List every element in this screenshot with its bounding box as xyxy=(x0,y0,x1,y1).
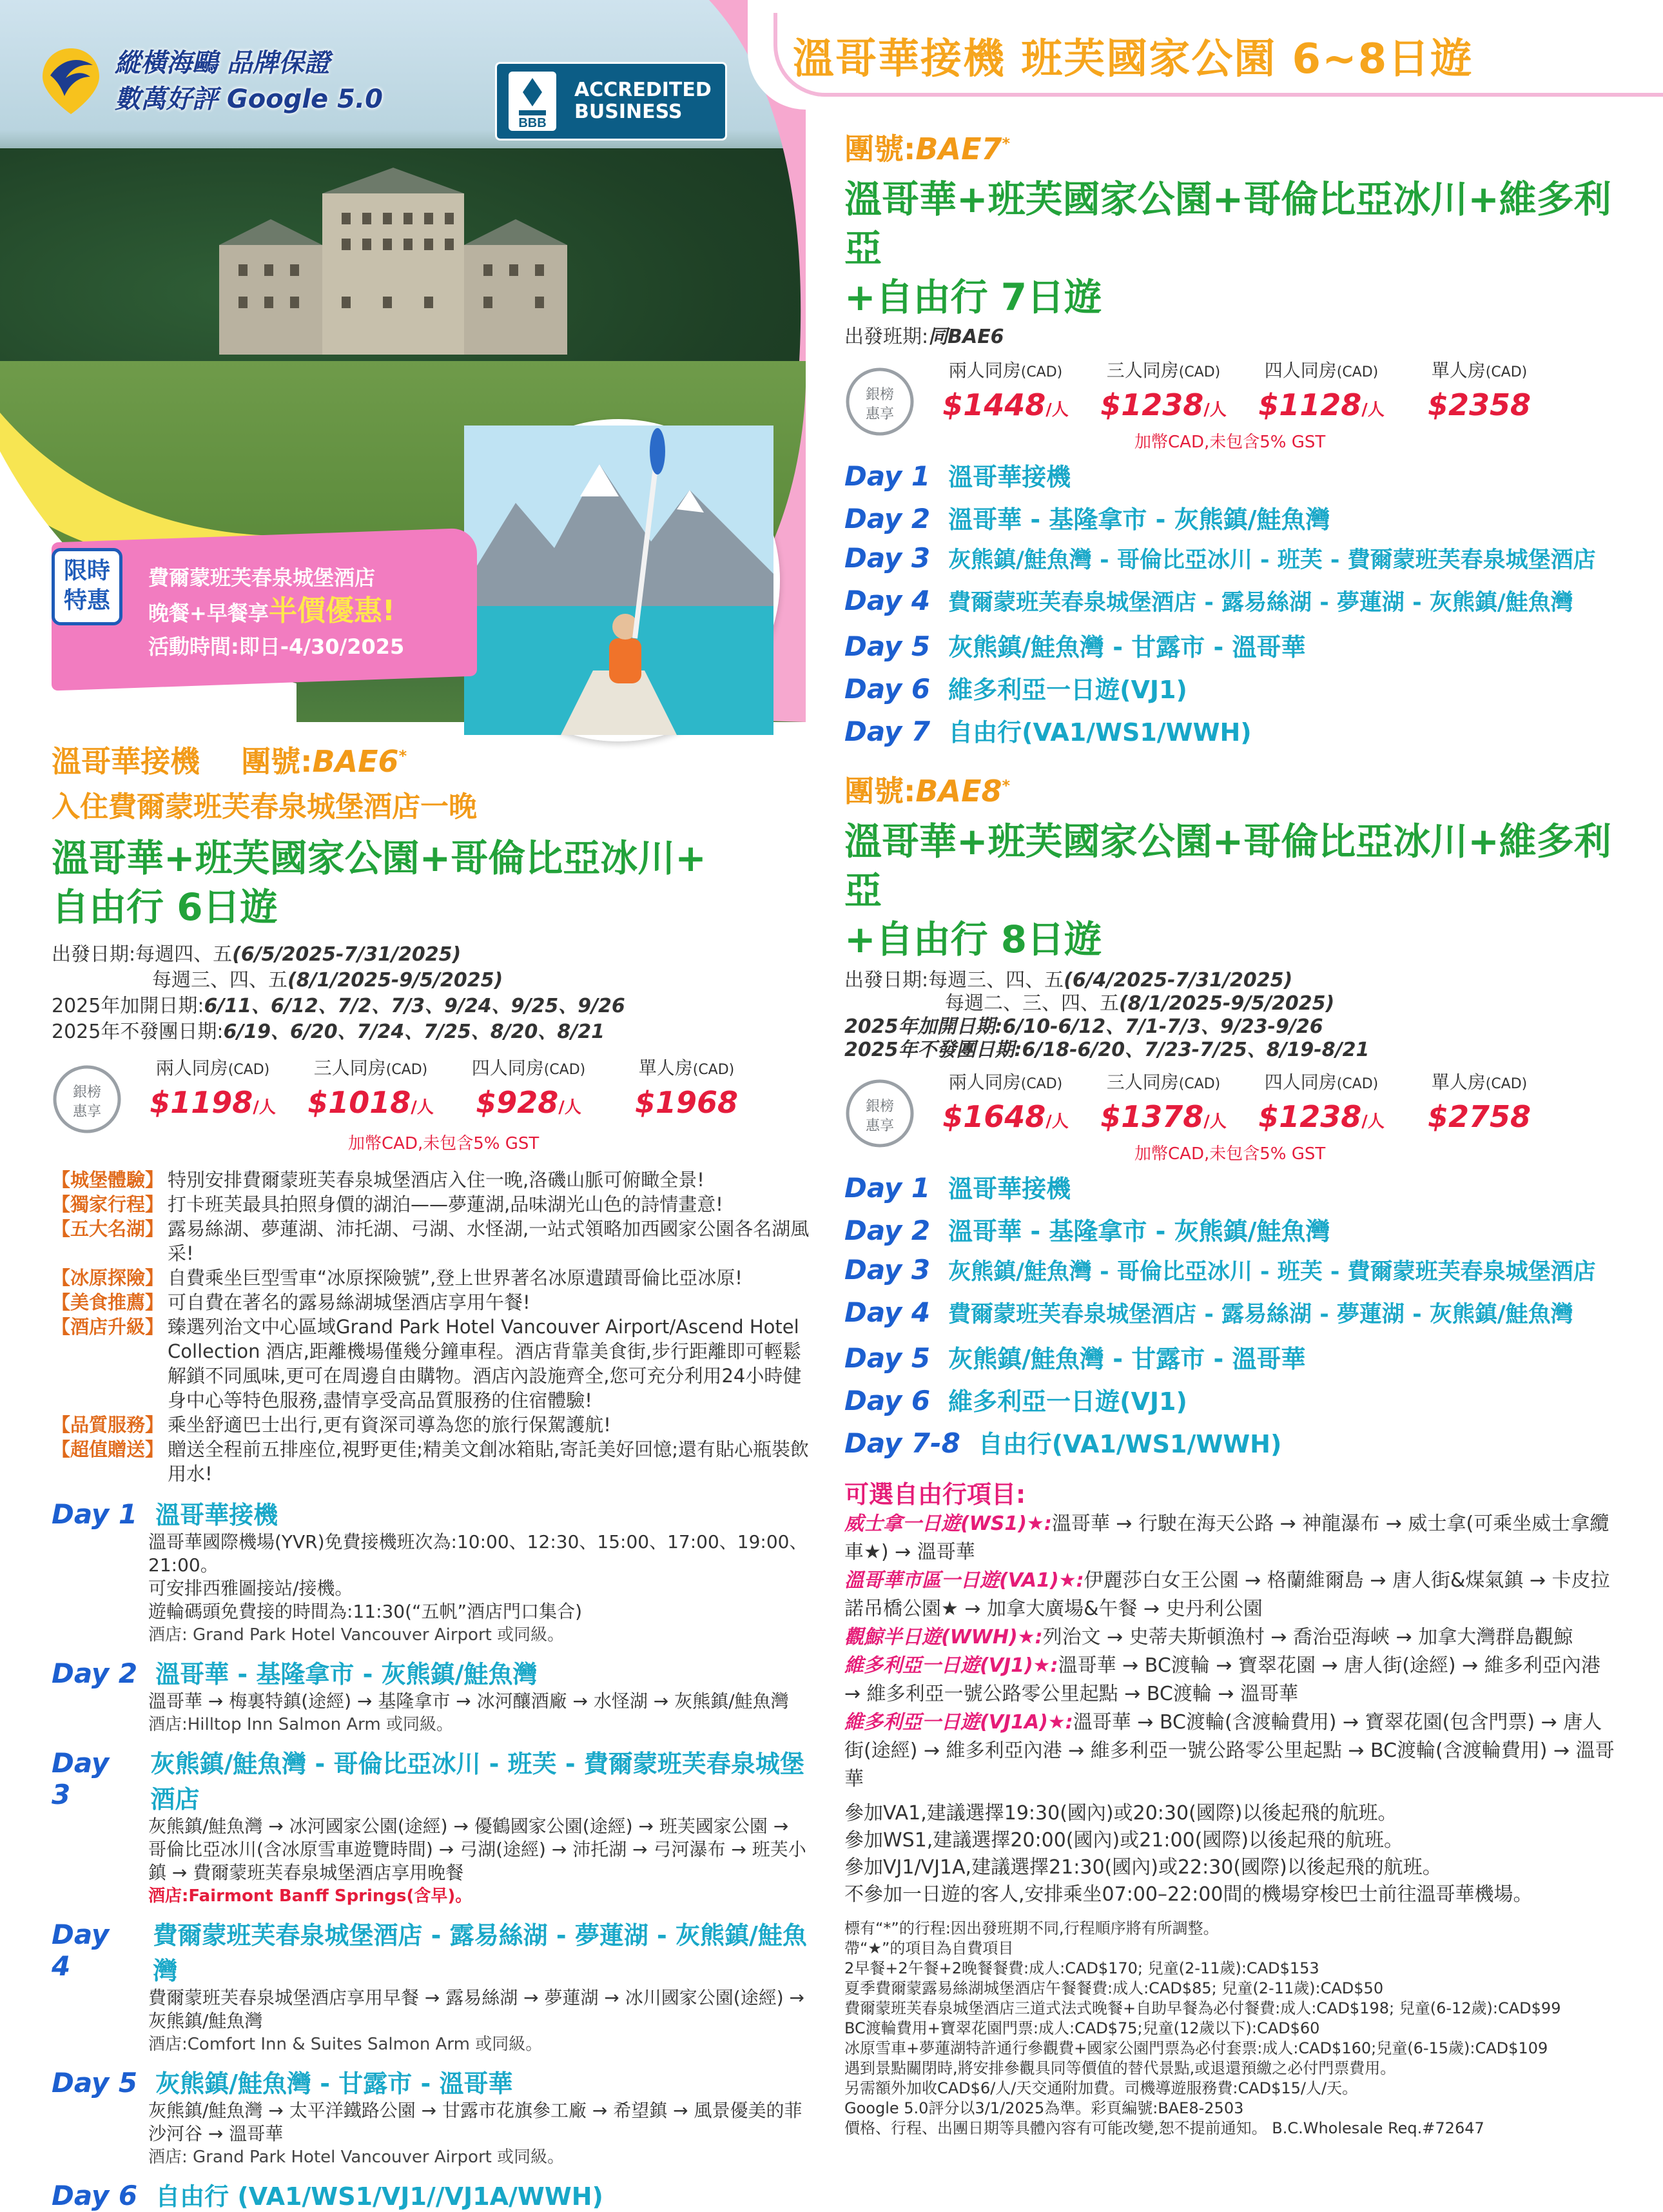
bae6-dep1-days: 每週四、五 xyxy=(135,943,233,966)
bae6-code: BAE6 xyxy=(312,744,399,779)
bae8-add-dates: 2025年加開日期:6/10-6/12、7/1-7/3、9/23-9/26 xyxy=(844,1015,1323,1038)
per-person: /人 xyxy=(558,1098,581,1117)
bae6-price-triple xyxy=(293,1054,448,1120)
price-header-double: 兩人同房 xyxy=(155,1057,228,1079)
bbb-mark: BBB xyxy=(518,116,547,130)
bae6-price-triple-value: $1018 xyxy=(307,1085,411,1120)
bae6-price-quad-value: $928 xyxy=(476,1085,559,1120)
bae6-price-quad xyxy=(451,1054,606,1120)
day-heading: Day 6 維多利亞一日遊(VJ1) xyxy=(844,1385,1187,1416)
bae6-title-2: 自由行 6日遊 xyxy=(52,885,278,929)
bae8-price-double: 兩人同房(CAD) $1648/人 xyxy=(942,1072,1069,1134)
medal-line-2: 惠享 xyxy=(865,1118,895,1134)
bae7-price-quad: 四人同房(CAD) $1128/人 xyxy=(1258,360,1385,422)
bae6-add-label: 2025年加開日期: xyxy=(52,995,204,1017)
bae6-no-dates: 6/19、6/20、7/24、7/25、8/20、8/21 xyxy=(223,1021,605,1043)
per-person: /人 xyxy=(253,1098,276,1117)
highlight-item: 【超值贈送】 贈送全程前五排座位,視野更佳;精美文創冰箱貼,寄託美好回憶;還有貼心瓶裝飲用水! xyxy=(52,1438,809,1485)
bae7-itinerary xyxy=(844,457,1618,755)
highlight-item: 【品質服務】 乘坐舒適巴士出行,更有資深司導為您的旅行保駕護航! xyxy=(52,1414,611,1436)
bae6-price-single xyxy=(609,1054,764,1120)
cad-unit: (CAD) xyxy=(692,1062,735,1078)
limited-offer-badge xyxy=(52,548,122,625)
bae6-dep2-range: (8/1/2025-9/5/2025) xyxy=(287,969,503,992)
day-heading: Day 7 自由行(VA1/WS1/WWH) xyxy=(844,716,1252,747)
day-heading: Day 1 溫哥華接機 xyxy=(52,1498,278,1530)
day-heading: Day 5 灰熊鎮/鮭魚灣 - 甘露市 - 溫哥華 xyxy=(844,1342,1306,1374)
bae6-price-single-value: $1968 xyxy=(634,1085,739,1120)
silver-medal-icon xyxy=(844,362,915,439)
day-heading: Day 4 費爾蒙班芙春泉城堡酒店 - 露易絲湖 - 夢蓮湖 - 灰熊鎮/鮭魚灣 xyxy=(844,1297,1573,1328)
bae7-price-table xyxy=(844,357,1618,466)
bae6-price-table xyxy=(52,1054,812,1164)
star-note: 標有“*”的行程:因出發班期不同,行程順序將有所調整。 xyxy=(844,1919,1219,1937)
bae7-code-line: 團號:BAE7* xyxy=(844,132,1011,166)
bae6-add-dates: 6/11、6/12、7/2、7/3、9/24、9/25、9/26 xyxy=(204,995,625,1017)
day-detail: 費爾蒙班芙春泉城堡酒店享用早餐 → 露易絲湖 → 夢蓮湖 → 冰川國家公園(途經) → 灰熊鎮/鮭魚灣 酒店:Comfort Inn & Suites Salmon Arm 或同級。 xyxy=(52,1986,812,2056)
bae8-price-quad: 四人同房(CAD) $1238/人 xyxy=(1258,1072,1385,1134)
bae8-code: BAE8 xyxy=(915,774,1002,808)
bbb-line-2: BUSINESS xyxy=(574,101,683,123)
medal-line-1: 銀榜 xyxy=(72,1084,102,1101)
optional-tours xyxy=(844,1474,1618,1908)
bae7-price-triple-value: $1238 xyxy=(1100,387,1204,422)
day-detail: 溫哥華國際機場(YVR)免費接機班次為:10:00、12:30、15:00、17:00、19:00、21:00。 可安排西雅圖接站/接機。 遊輪碼頭免費接的時間為:11:30(“五帆”酒店門口集合) 酒店: Grand Park Hotel Vancouver Airport 或同級。 xyxy=(52,1531,812,1647)
promo-meal: 晚餐+早餐享 xyxy=(148,601,269,625)
medal-line-1: 銀榜 xyxy=(865,387,895,403)
bae6-itinerary xyxy=(52,1495,812,2212)
medal-line-2: 惠享 xyxy=(72,1104,102,1120)
canoe-lake-photo xyxy=(458,419,780,741)
page-title: 溫哥華接機 班芙國家公園 6~8日遊 xyxy=(793,35,1473,83)
day-heading: Day 5 灰熊鎮/鮭魚灣 - 甘露市 - 溫哥華 xyxy=(52,2067,513,2099)
day-heading: Day 3 灰熊鎮/鮭魚灣 - 哥倫比亞冰川 - 班芙 - 費爾蒙班芙春泉城堡酒店 xyxy=(52,1747,804,1814)
day-heading: Day 2 溫哥華 - 基隆拿市 - 灰熊鎮/鮭魚灣 xyxy=(844,503,1330,534)
cad-unit: (CAD) xyxy=(228,1062,270,1078)
bae8-price-table xyxy=(844,1068,1618,1178)
day-heading: Day 4 費爾蒙班芙春泉城堡酒店 - 露易絲湖 - 夢蓮湖 - 灰熊鎮/鮭魚灣 xyxy=(844,585,1573,616)
bae7-title-1: 溫哥華+班芙國家公園+哥倫比亞冰川+維多利亞 xyxy=(844,177,1611,270)
hotel-line: 酒店: Grand Park Hotel Vancouver Airport 或同級。 xyxy=(148,1625,565,1645)
page-title-banner xyxy=(748,0,1644,110)
right-column xyxy=(844,126,1618,2139)
day-detail: 灰熊鎮/鮭魚灣 → 太平洋鐵路公園 → 甘露市花旗參工廠 → 希望鎮 → 風景優美的菲沙河谷 → 溫哥華 酒店: Grand Park Hotel Vancouver Airport 或同級。 xyxy=(52,2099,812,2169)
hotel-line: 酒店: Grand Park Hotel Vancouver Airport 或同級。 xyxy=(148,2148,565,2167)
bae8-departures: 出發日期:每週三、四、五(6/4/2025-7/31/2025) 每週二、三、四、五(8/1/2025-9/5/2025) 2025年加開日期:6/10-6/12、7/1-7/3、9/23-9/26 2025年不發團日期:6/18-6/20、7/23-7/25、8/19-8/21 xyxy=(844,969,1370,1061)
bae7-price-single: 單人房(CAD) $2358 xyxy=(1427,360,1532,422)
bae6-price-double xyxy=(135,1054,290,1120)
bae7-section xyxy=(844,126,1618,755)
day-heading: Day 6 自由行 (VA1/WS1/VJ1//VJ1A/WWH) xyxy=(52,2180,603,2211)
bae6-highlights xyxy=(52,1168,812,1486)
bbb-accredited-badge xyxy=(495,62,727,141)
bae6-mark: * xyxy=(398,747,407,765)
day-heading: Day 4 費爾蒙班芙春泉城堡酒店 - 露易絲湖 - 夢蓮湖 - 灰熊鎮/鮭魚灣 xyxy=(52,1919,807,1985)
promo-hotel: 費爾蒙班芙春泉城堡酒店 xyxy=(148,565,376,590)
bae7-title-2: +自由行 7日遊 xyxy=(844,275,1102,319)
bae6-code-line xyxy=(52,738,812,781)
hero-photo-area xyxy=(0,0,806,722)
optional-item: 維多利亞一日遊(VJ1)★:溫哥華 → BC渡輪 → 寶翠花園 → 唐人街(途經) → 維多利亞內港 → 維多利亞一號公路零公里起點 → BC渡輪 → 溫哥華 xyxy=(844,1654,1600,1705)
optional-item: 溫哥華市區一日遊(VA1)★:伊麗莎白女王公園 → 格蘭維爾島 → 唐人街&煤氣鎮 → 卡皮拉諾吊橋公園★ → 加拿大廣場&午餐 → 史丹利公園 xyxy=(844,1569,1610,1620)
bae6-section xyxy=(52,738,812,2212)
highlight-item: 【酒店升級】 臻選列治文中心區域Grand Park Hotel Vancouver Airport/Ascend Hotel Collection 酒店,距離機場僅幾分鐘車程。酒店背靠美食街,步行距離即可輕鬆解鎖不同風味,更可在周邊自由購物。酒店內設施齊全,您可充分利用24小時健身中心等特色服務,盡情享受高品質服務的住宿體驗! xyxy=(52,1316,802,1411)
medal-line-1: 銀榜 xyxy=(865,1099,895,1115)
optional-title: 可選自由行項目: xyxy=(844,1480,1026,1509)
bae6-dep1-range: (6/5/2025-7/31/2025) xyxy=(232,943,462,966)
bae8-price-double-value: $1648 xyxy=(942,1099,1046,1134)
bae8-itinerary xyxy=(844,1169,1618,1467)
bae8-price-single: 單人房(CAD) $2758 xyxy=(1427,1072,1532,1134)
limited-offer-banner xyxy=(52,535,477,690)
price-header-quad: 四人同房 xyxy=(471,1057,544,1079)
day-detail: 溫哥華 → 梅裏特鎮(途經) → 基隆拿市 → 冰河釀酒廠 → 水怪湖 → 灰熊鎮/鮭魚灣 酒店:Hilltop Inn Salmon Arm 或同級。 xyxy=(52,1690,812,1736)
bae7-price-double: 兩人同房(CAD) $1448/人 xyxy=(942,360,1069,422)
bae8-price-single-value: $2758 xyxy=(1427,1099,1532,1134)
bae7-price-note: 加幣CAD,未包含5% GST xyxy=(1134,433,1326,452)
bae8-section xyxy=(844,768,1618,1467)
price-header-triple: 三人同房 xyxy=(313,1057,386,1079)
bbb-line-1: ACCREDITED xyxy=(574,79,712,101)
day-heading: Day 5 灰熊鎮/鮭魚灣 - 甘露市 - 溫哥華 xyxy=(844,631,1306,662)
bae6-price-double-value: $1198 xyxy=(150,1085,253,1120)
bae6-subtitle: 入住費爾蒙班芙春泉城堡酒店一晚 xyxy=(52,790,477,823)
bae6-price-note: 加幣CAD,未包含5% GST xyxy=(348,1134,540,1153)
badge-line-2: 特惠 xyxy=(63,587,110,614)
bae8-title-1: 溫哥華+班芙國家公園+哥倫比亞冰川+維多利亞 xyxy=(844,819,1611,912)
bae8-code-line: 團號:BAE8* xyxy=(844,774,1011,808)
flight-advice: 參加VA1,建議選擇19:30(國內)或20:30(國際)以後起飛的航班。 參加WS1,建議選擇20:00(國內)或21:00(國際)以後起飛的航班。 參加VJ1/VJ1A,建議選擇21:30(國內)或22:30(國際)以後起飛的航班。 不參加一日遊的客人,安排乘坐07:00–22:00間的機場穿梭巴士前往溫哥華機場。 xyxy=(844,1802,1533,1906)
highlight-item: 【美食推薦】 可自費在著名的露易絲湖城堡酒店享用午餐! xyxy=(52,1291,530,1313)
bae7-price-single-value: $2358 xyxy=(1427,387,1532,422)
highlight-item: 【獨家行程】 打卡班芙最具拍照身價的湖泊——夢蓮湖,品味湖光山色的詩情畫意! xyxy=(52,1193,723,1215)
optional-item: 維多利亞一日遊(VJ1A)★:溫哥華 → BC渡輪(含渡輪費用) → 寶翠花園(包含門票) → 唐人街(途經) → 維多利亞內港 → 維多利亞一號公路零公里起點 → BC渡輪(含渡輪費用) → 溫哥華 xyxy=(844,1711,1615,1790)
day-heading: Day 1 溫哥華接機 xyxy=(844,1172,1071,1204)
medal-line-2: 惠享 xyxy=(865,406,895,422)
day-heading: Day 2 溫哥華 - 基隆拿市 - 灰熊鎮/鮭魚灣 xyxy=(52,1658,538,1689)
price-header-single: 單人房 xyxy=(638,1057,693,1079)
silver-medal-icon xyxy=(844,1073,915,1151)
promo-period: 活動時間:即日-4/30/2025 xyxy=(148,634,405,659)
bae6-prefix: 溫哥華接機 xyxy=(52,744,200,779)
bae7-price-triple: 三人同房(CAD) $1238/人 xyxy=(1100,360,1227,422)
cad-unit: (CAD) xyxy=(543,1062,586,1078)
cad-unit: (CAD) xyxy=(385,1062,428,1078)
hotel-line: 酒店:Comfort Inn & Suites Salmon Arm 或同級。 xyxy=(148,2035,543,2054)
optional-item: 威士拿一日遊(WS1)★:溫哥華 → 行駛在海天公路 → 神龍瀑布 → 威士拿(可乘坐威士拿纜車★) → 溫哥華 xyxy=(844,1512,1610,1563)
bae8-price-note: 加幣CAD,未包含5% GST xyxy=(1134,1144,1326,1164)
bae8-price-quad-value: $1238 xyxy=(1258,1099,1362,1134)
bae6-dep2-days: 每週三、四、五 xyxy=(152,969,287,992)
highlight-item: 【五大名湖】 露易絲湖、夢蓮湖、沛托湖、弓湖、水怪湖,一站式領略加西國家公園各名湖風采! xyxy=(52,1218,810,1264)
day-heading: Day 7-8 自由行(VA1/WS1/WWH) xyxy=(844,1427,1282,1459)
per-person: /人 xyxy=(411,1098,434,1117)
bae8-title-2: +自由行 8日遊 xyxy=(844,917,1102,961)
highlight-item: 【冰原探險】 自費乘坐巨型雪車“冰原探險號”,登上世界著名冰原遺蹟哥倫比亞冰原! xyxy=(52,1267,743,1289)
day-heading: Day 3 灰熊鎮/鮭魚灣 - 哥倫比亞冰川 - 班芙 - 費爾蒙班芙春泉城堡酒店 xyxy=(844,542,1596,574)
bae6-title-1: 溫哥華+班芙國家公園+哥倫比亞冰川+ xyxy=(52,836,706,880)
day-heading: Day 3 灰熊鎮/鮭魚灣 - 哥倫比亞冰川 - 班芙 - 費爾蒙班芙春泉城堡酒店 xyxy=(844,1254,1596,1286)
bae6-departures xyxy=(52,942,812,1045)
bae7-departures: 出發班期:同BAE6 xyxy=(844,326,1004,348)
bae6-no-label: 2025年不發團日期: xyxy=(52,1021,224,1043)
bae7-price-double-value: $1448 xyxy=(942,387,1046,422)
brand-logo xyxy=(39,45,383,117)
brand-line-1: 縱橫海鷗 品牌保證 xyxy=(115,48,330,78)
hotel-line: 酒店:Fairmont Banff Springs(含早)。 xyxy=(148,1886,472,1906)
bae6-code-label: 團號: xyxy=(241,744,313,779)
highlight-item: 【城堡體驗】 特別安排費爾蒙班芙春泉城堡酒店入住一晚,洛磯山脈可俯瞰全景! xyxy=(52,1169,705,1191)
day-heading: Day 6 維多利亞一日遊(VJ1) xyxy=(844,673,1187,705)
silver-medal-icon xyxy=(52,1059,122,1137)
bae8-no-dates: 2025年不發團日期:6/18-6/20、7/23-7/25、8/19-8/21 xyxy=(844,1039,1370,1061)
bae7-price-quad-value: $1128 xyxy=(1258,387,1362,422)
fine-print: 標有“*”的行程:因出發班期不同,行程順序將有所調整。 帶“★”的項目為自費項目 2早餐+2午餐+2晚餐餐費:成人:CAD$170; 兒童(2-11歲):CAD$153 夏季費爾蒙露易絲湖城堡酒店午餐餐費:成人:CAD$85; 兒童(2-11歲):CAD$50 費爾蒙班芙春泉城堡酒店三道式法式晚餐+自助早餐為必付餐費:成人:CAD$198; 兒童(6-12歲):CAD$99 BC渡輪費用+寶翠花園門票:成人:CAD$75;兒童(12歲以下):CAD$60 冰原雪車+夢蓮湖特許通行參觀費+國家公園門票為必付套票:成人:CAD$160;兒童(6-15歲):CAD$109 遇到景點關閉時,將安排參觀具同等價值的替代景點,或退還預繳之必付門票費用。 另需額外加收CAD$6/人/天交通附加費。司機導遊服務費:CAD$15/人/天。 Google 5.0評分以3/1/2025為準。彩頁編號:BAE8-2503 價格、行程、出團日期等具體內容有可能改變,恕不提前通知。 B.C.Wholesale Req.#72647 xyxy=(844,1919,1618,2139)
bae8-price-triple-value: $1378 xyxy=(1100,1099,1204,1134)
hotel-line: 酒店:Hilltop Inn Salmon Arm 或同級。 xyxy=(148,1715,453,1734)
bae6-dep-label: 出發日期: xyxy=(52,943,136,966)
optional-item: 觀鯨半日遊(WWH)★:列治文 → 史蒂夫斯頓漁村 → 喬治亞海峽 → 加拿大灣群島觀鯨 xyxy=(844,1626,1573,1649)
day-heading: Day 1 溫哥華接機 xyxy=(844,460,1071,492)
badge-line-1: 限時 xyxy=(63,558,110,584)
brand-line-2: 數萬好評 Google 5.0 xyxy=(115,84,383,114)
bae7-code: BAE7 xyxy=(915,132,1002,166)
seagull-pin-icon xyxy=(39,46,103,117)
day-heading: Day 2 溫哥華 - 基隆拿市 - 灰熊鎮/鮭魚灣 xyxy=(844,1215,1330,1246)
bae8-price-triple: 三人同房(CAD) $1378/人 xyxy=(1100,1072,1227,1134)
promo-half-price: 半價優惠! xyxy=(268,594,395,627)
bbb-torch-icon xyxy=(497,66,568,137)
day-detail: 灰熊鎮/鮭魚灣 → 冰河國家公園(途經) → 優鶴國家公園(途經) → 班芙國家公園 → 哥倫比亞冰川(含冰原雪車遊覽時間) → 弓湖(途經) → 沛托湖 → 弓河瀑布 → 班芙小鎮 → 費爾蒙班芙春泉城堡酒店享用晚餐 酒店:Fairmont Banff Springs(含早)。 xyxy=(52,1815,812,1908)
